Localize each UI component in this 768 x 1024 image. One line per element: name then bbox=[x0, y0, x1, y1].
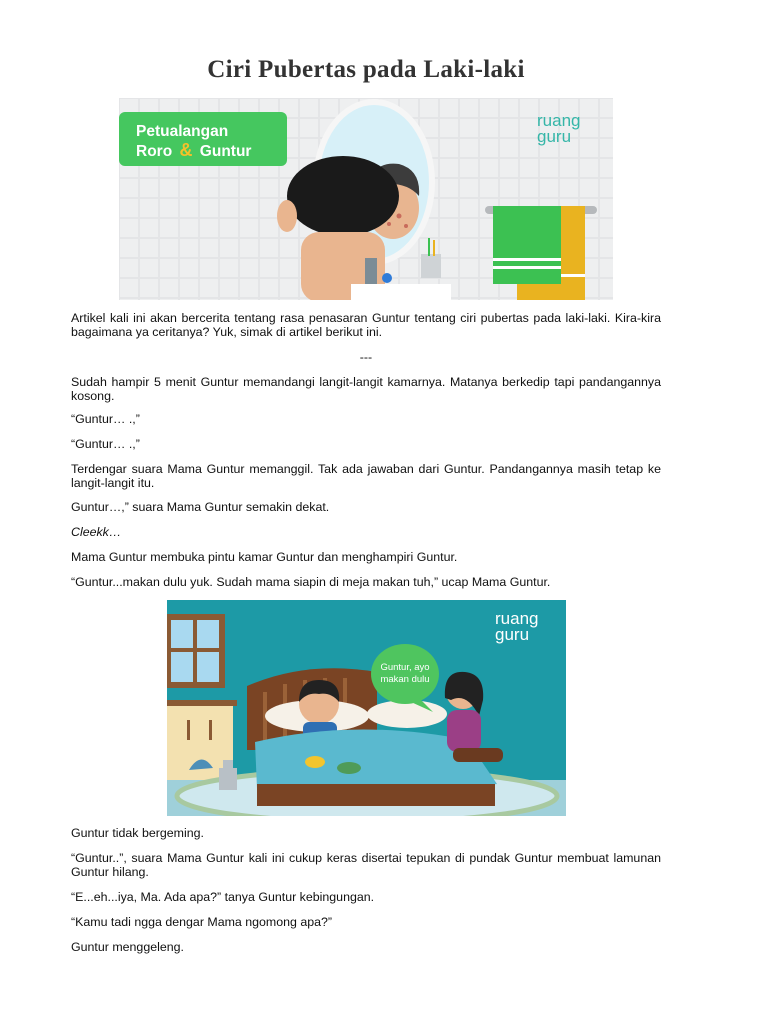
story-paragraph-3: “Guntur… .,” bbox=[71, 437, 140, 451]
banner-illustration bbox=[119, 98, 613, 300]
mama-body bbox=[447, 710, 481, 752]
story-paragraph-4: Terdengar suara Mama Guntur memanggil. Tak ada jawaban dari Guntur. Pandangannya masih tetap ke langit-langit itu. bbox=[71, 462, 661, 490]
story-paragraph-6: Cleekk… bbox=[71, 525, 122, 539]
ruangguru-logo-bottom: guru bbox=[537, 127, 572, 146]
series-name-roro: Roro bbox=[136, 143, 173, 160]
ruangguru-logo-top: ruang bbox=[495, 609, 539, 628]
story-paragraph-5: Guntur…,” suara Mama Guntur semakin dekat. bbox=[71, 500, 330, 514]
bathroom-scene bbox=[119, 98, 613, 300]
story-paragraph-8: “Guntur...makan dulu yuk. Sudah mama siapin di meja makan tuh,” ucap Mama Guntur. bbox=[71, 575, 551, 589]
series-ampersand: & bbox=[179, 140, 193, 160]
story-paragraph-1: Sudah hampir 5 menit Guntur memandangi langit-langit kamarnya. Matanya berkedip tapi pandangannya kosong. bbox=[71, 375, 661, 403]
svg-text:Roro & Guntur bbox=[136, 140, 251, 160]
bedroom-scene bbox=[167, 600, 566, 816]
ruangguru-logo-top: ruang bbox=[537, 111, 581, 130]
bedroom-illustration bbox=[167, 600, 566, 816]
story-paragraph-12: “Kamu tadi ngga dengar Mama ngomong apa?” bbox=[71, 915, 333, 929]
separator: --- bbox=[359, 350, 373, 364]
series-title-line1: Petualangan bbox=[136, 123, 229, 140]
story-paragraph-9: Guntur tidak bergeming. bbox=[71, 826, 204, 840]
bed-frame bbox=[257, 784, 495, 806]
sink bbox=[351, 284, 451, 300]
toothbrush-cup bbox=[421, 254, 441, 278]
intro-paragraph: Artikel kali ini akan bercerita tentang rasa penasaran Guntur tentang ciri pubertas pada laki-laki. Kira-kira bagaimana ya ceritanya? Yuk, simak di artikel berikut ini. bbox=[71, 311, 661, 339]
speech-line-2: makan dulu bbox=[380, 674, 430, 685]
story-paragraph-13: Guntur menggeleng. bbox=[71, 940, 184, 954]
series-name-guntur: Guntur bbox=[199, 143, 252, 160]
towel-green bbox=[493, 206, 561, 284]
story-paragraph-10: “Guntur..”, suara Mama Guntur kali ini cukup keras disertai tepukan di pundak Guntur membuat lamunan Guntur hilang. bbox=[71, 851, 661, 879]
ruangguru-logo-bottom: guru bbox=[495, 625, 530, 644]
story-paragraph-7: Mama Guntur membuka pintu kamar Guntur dan menghampiri Guntur. bbox=[71, 550, 458, 564]
story-paragraph-11: “E...eh...iya, Ma. Ada apa?” tanya Guntur kebingungan. bbox=[71, 890, 375, 904]
robot-toy bbox=[219, 768, 237, 790]
story-paragraph-2: “Guntur… .,” bbox=[71, 412, 140, 426]
speech-line-1: Guntur, ayo bbox=[380, 662, 430, 673]
page-title: Ciri Pubertas pada Laki-laki bbox=[207, 56, 525, 83]
boy-head-back bbox=[287, 156, 399, 236]
